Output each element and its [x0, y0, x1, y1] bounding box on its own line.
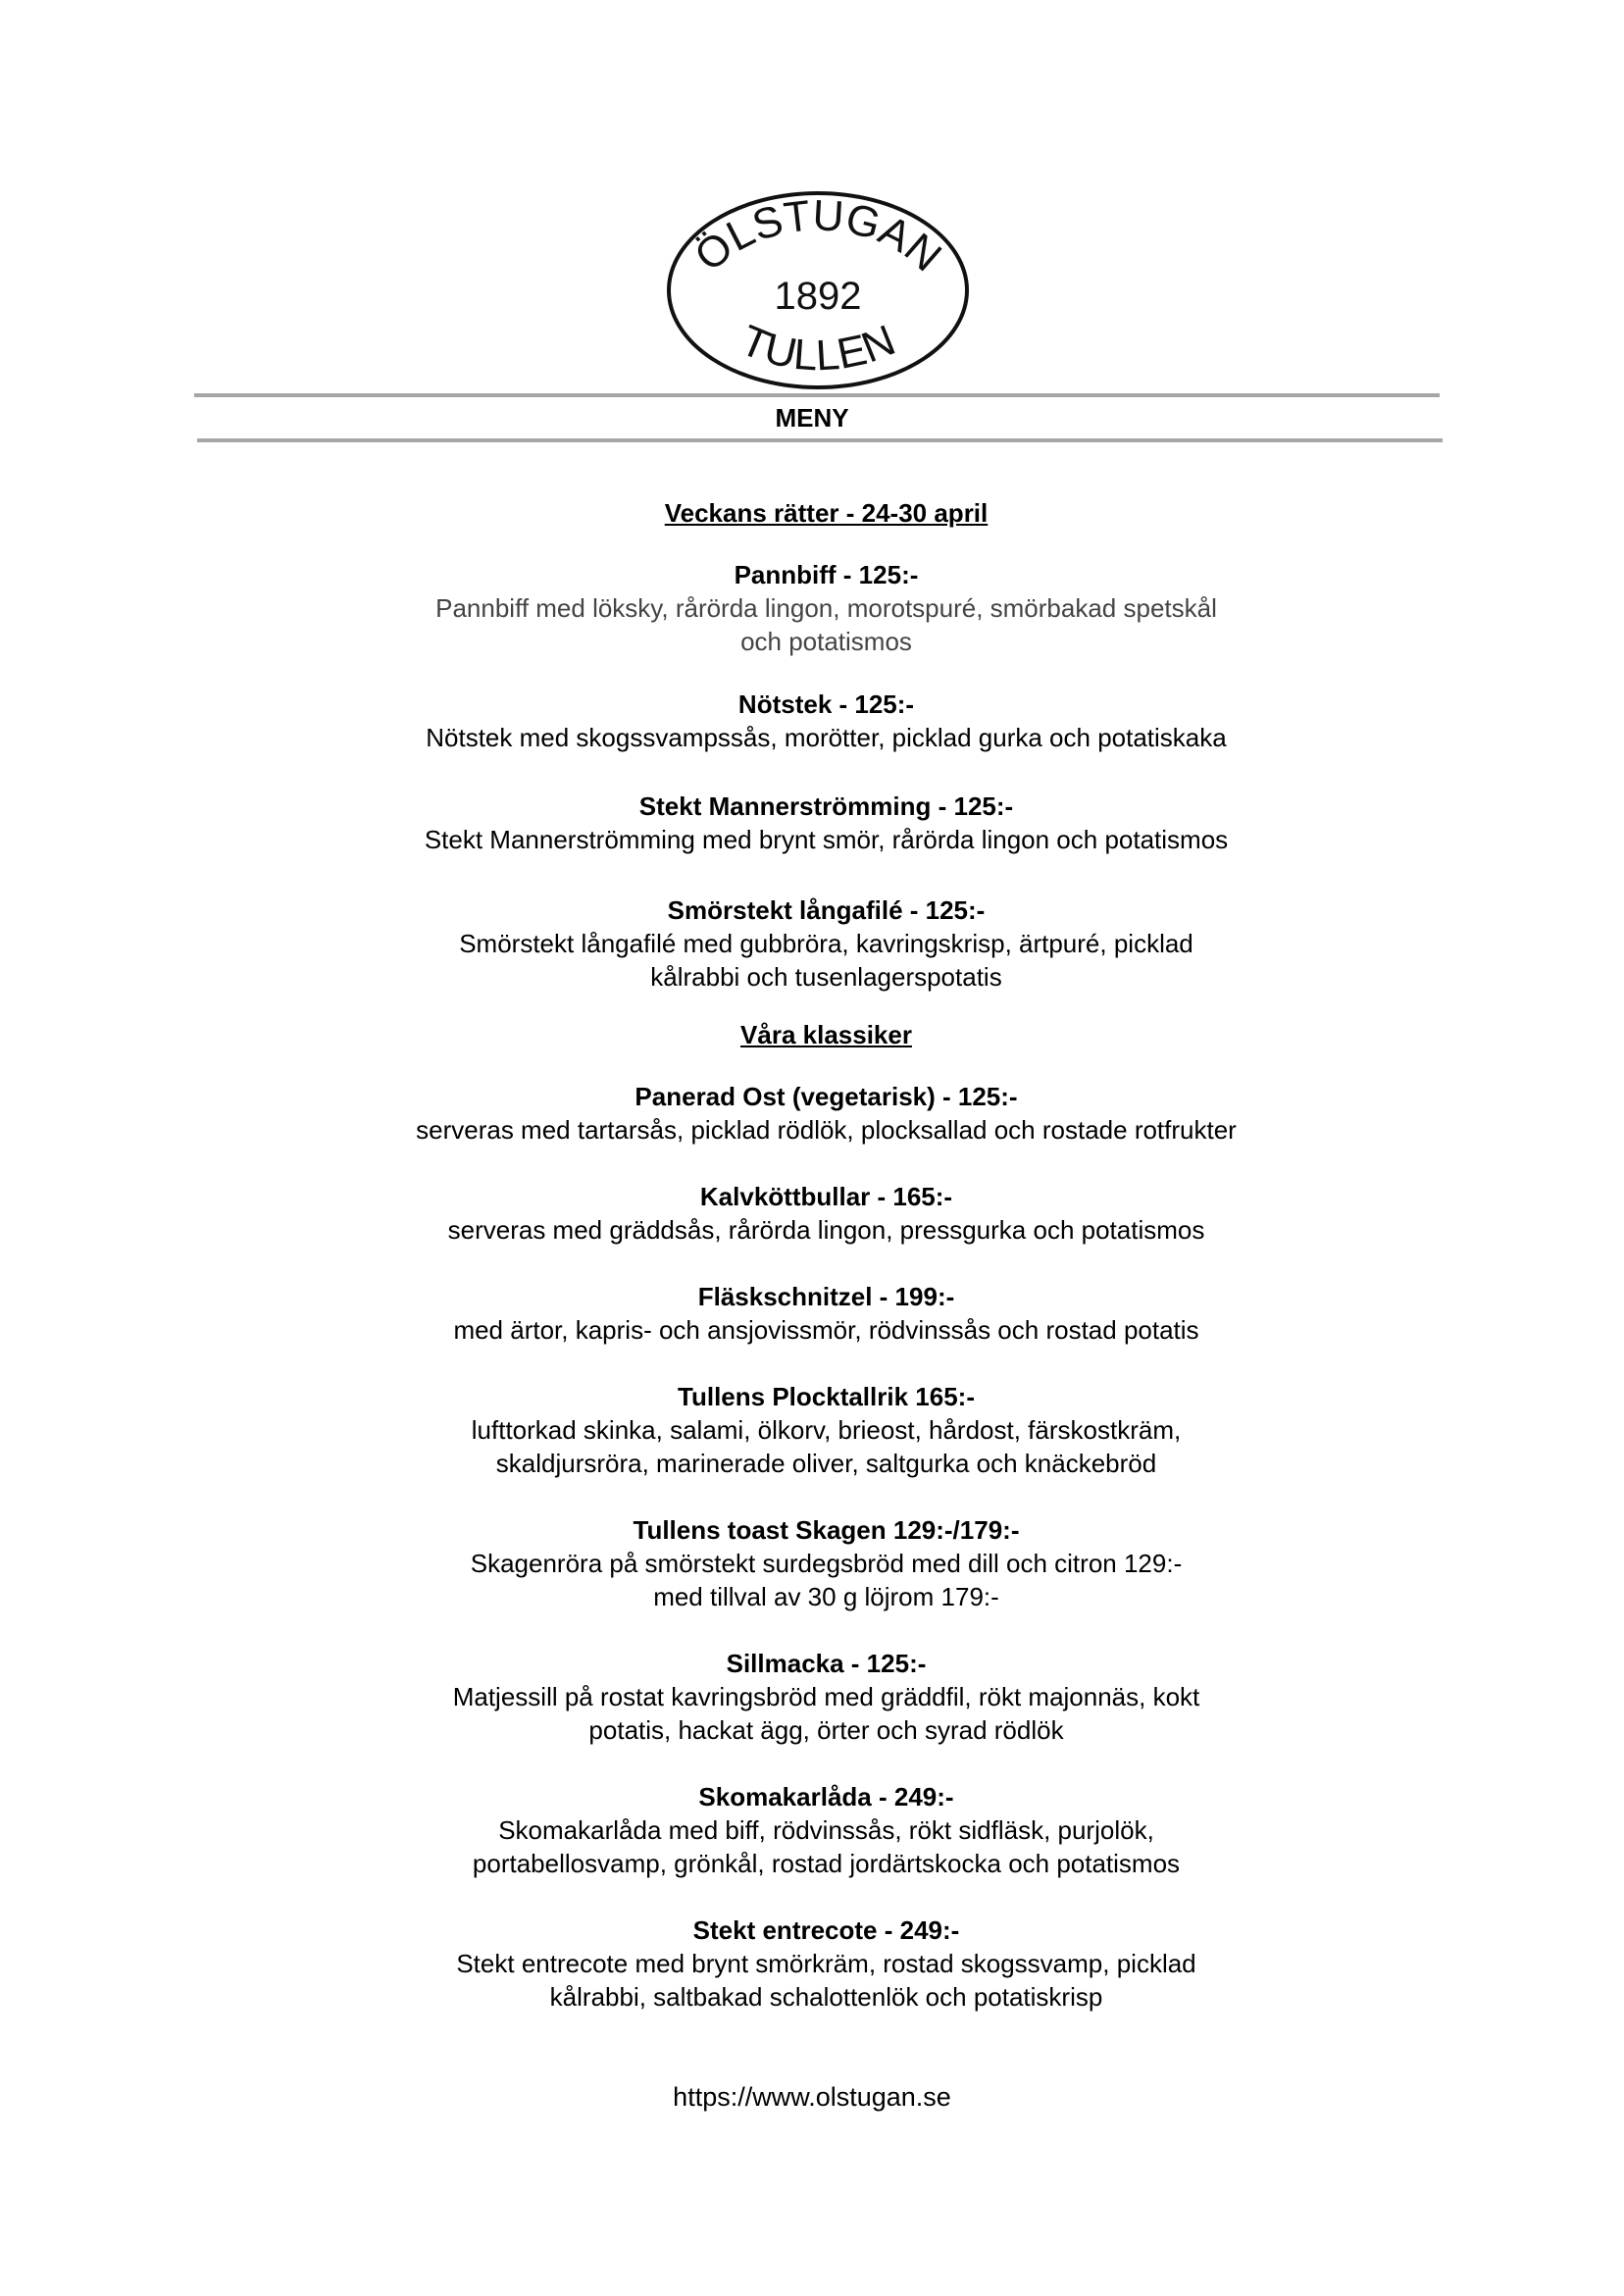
dish-name: Tullens toast Skagen 129:-/179:-: [633, 1515, 1020, 1545]
dish-description: Smörstekt långafilé med gubbröra, kavringskrisp, ärtpuré, picklad kålrabbi och tusenlagerspotatis: [459, 929, 1193, 992]
header-rule-top: [194, 393, 1440, 397]
dish-name: Skomakarlåda - 249:-: [698, 1782, 954, 1811]
dish-description: Skagenröra på smörstekt surdegsbröd med dill och citron 129:- med tillval av 30 g löjrom 179:-: [470, 1549, 1183, 1611]
classic-dish: [324, 1513, 1329, 1613]
menu-title: MENY: [775, 403, 849, 433]
menu-content: [324, 495, 1329, 2014]
dish-description: lufttorkad skinka, salami, ölkorv, brieost, hårdost, färskostkräm, skaldjursröra, marinerade oliver, saltgurka och knäckebröd: [471, 1415, 1182, 1478]
classic-dish: [324, 1380, 1329, 1480]
dish-name: Stekt entrecote - 249:-: [692, 1915, 960, 1945]
dish-name: Tullens Plocktallrik 165:-: [678, 1382, 975, 1411]
logo-name-top: ÖLSTUGAN: [685, 191, 951, 281]
classics-section-title: Våra klassiker: [740, 1020, 912, 1049]
dish-description: Pannbiff med löksky, rårörda lingon, morotspuré, smörbakad spetskål och potatismos: [435, 593, 1217, 656]
classic-dish: [324, 1780, 1329, 1880]
logo-name-bottom: TULLEN: [734, 316, 902, 381]
classic-dish: [324, 1913, 1329, 2014]
dish-description: Skomakarlåda med biff, rödvinssås, rökt sidfläsk, purjolök, portabellosvamp, grönkål, rostad jordärtskocka och potatismos: [472, 1815, 1181, 1878]
weekly-dish: [324, 790, 1329, 856]
dish-name: Kalvköttbullar - 165:-: [699, 1182, 953, 1211]
header-rule-bottom: [197, 438, 1443, 442]
dish-name: Fläskschnitzel - 199:-: [697, 1282, 955, 1311]
olstugan-tullen-logo: [665, 188, 971, 392]
dish-name: Sillmacka - 125:-: [726, 1649, 927, 1678]
dish-name: Panerad Ost (vegetarisk) - 125:-: [634, 1082, 1018, 1111]
weekly-section-title: Veckans rätter - 24-30 april: [664, 498, 989, 528]
dish-name: Smörstekt långafilé - 125:-: [667, 895, 986, 925]
classic-dish: [324, 1280, 1329, 1347]
dish-description: serveras med tartarsås, picklad rödlök, plocksallad och rostade rotfrukter: [416, 1115, 1237, 1145]
dish-description: serveras med gräddsås, rårörda lingon, pressgurka och potatismos: [447, 1215, 1205, 1245]
weekly-dish: [324, 558, 1329, 658]
classic-dish: [324, 1080, 1329, 1147]
dish-description: Nötstek med skogssvampssås, morötter, picklad gurka och potatiskaka: [426, 723, 1227, 752]
dish-description: Stekt entrecote med brynt smörkräm, rostad skogssvamp, picklad kålrabbi, saltbakad schalottenlök och potatiskrisp: [456, 1949, 1196, 2012]
website-link[interactable]: https://www.olstugan.se: [673, 2082, 951, 2112]
logo-year: 1892: [774, 275, 862, 318]
dish-description: med ärtor, kapris- och ansjovissmör, rödvinssås och rostad potatis: [453, 1315, 1199, 1345]
classic-dish: [324, 1180, 1329, 1247]
dish-name: Nötstek - 125:-: [737, 689, 915, 719]
classic-dish: [324, 1647, 1329, 1747]
dish-description: Stekt Mannerströmming med brynt smör, rårörda lingon och potatismos: [424, 825, 1229, 854]
dish-name: Stekt Mannerströmming - 125:-: [638, 791, 1014, 821]
dish-description: Matjessill på rostat kavringsbröd med gräddfil, rökt majonnäs, kokt potatis, hackat ägg, örter och syrad rödlök: [452, 1682, 1200, 1745]
weekly-dish: [324, 893, 1329, 994]
dish-name: Pannbiff - 125:-: [734, 560, 919, 589]
weekly-dish: [324, 688, 1329, 754]
